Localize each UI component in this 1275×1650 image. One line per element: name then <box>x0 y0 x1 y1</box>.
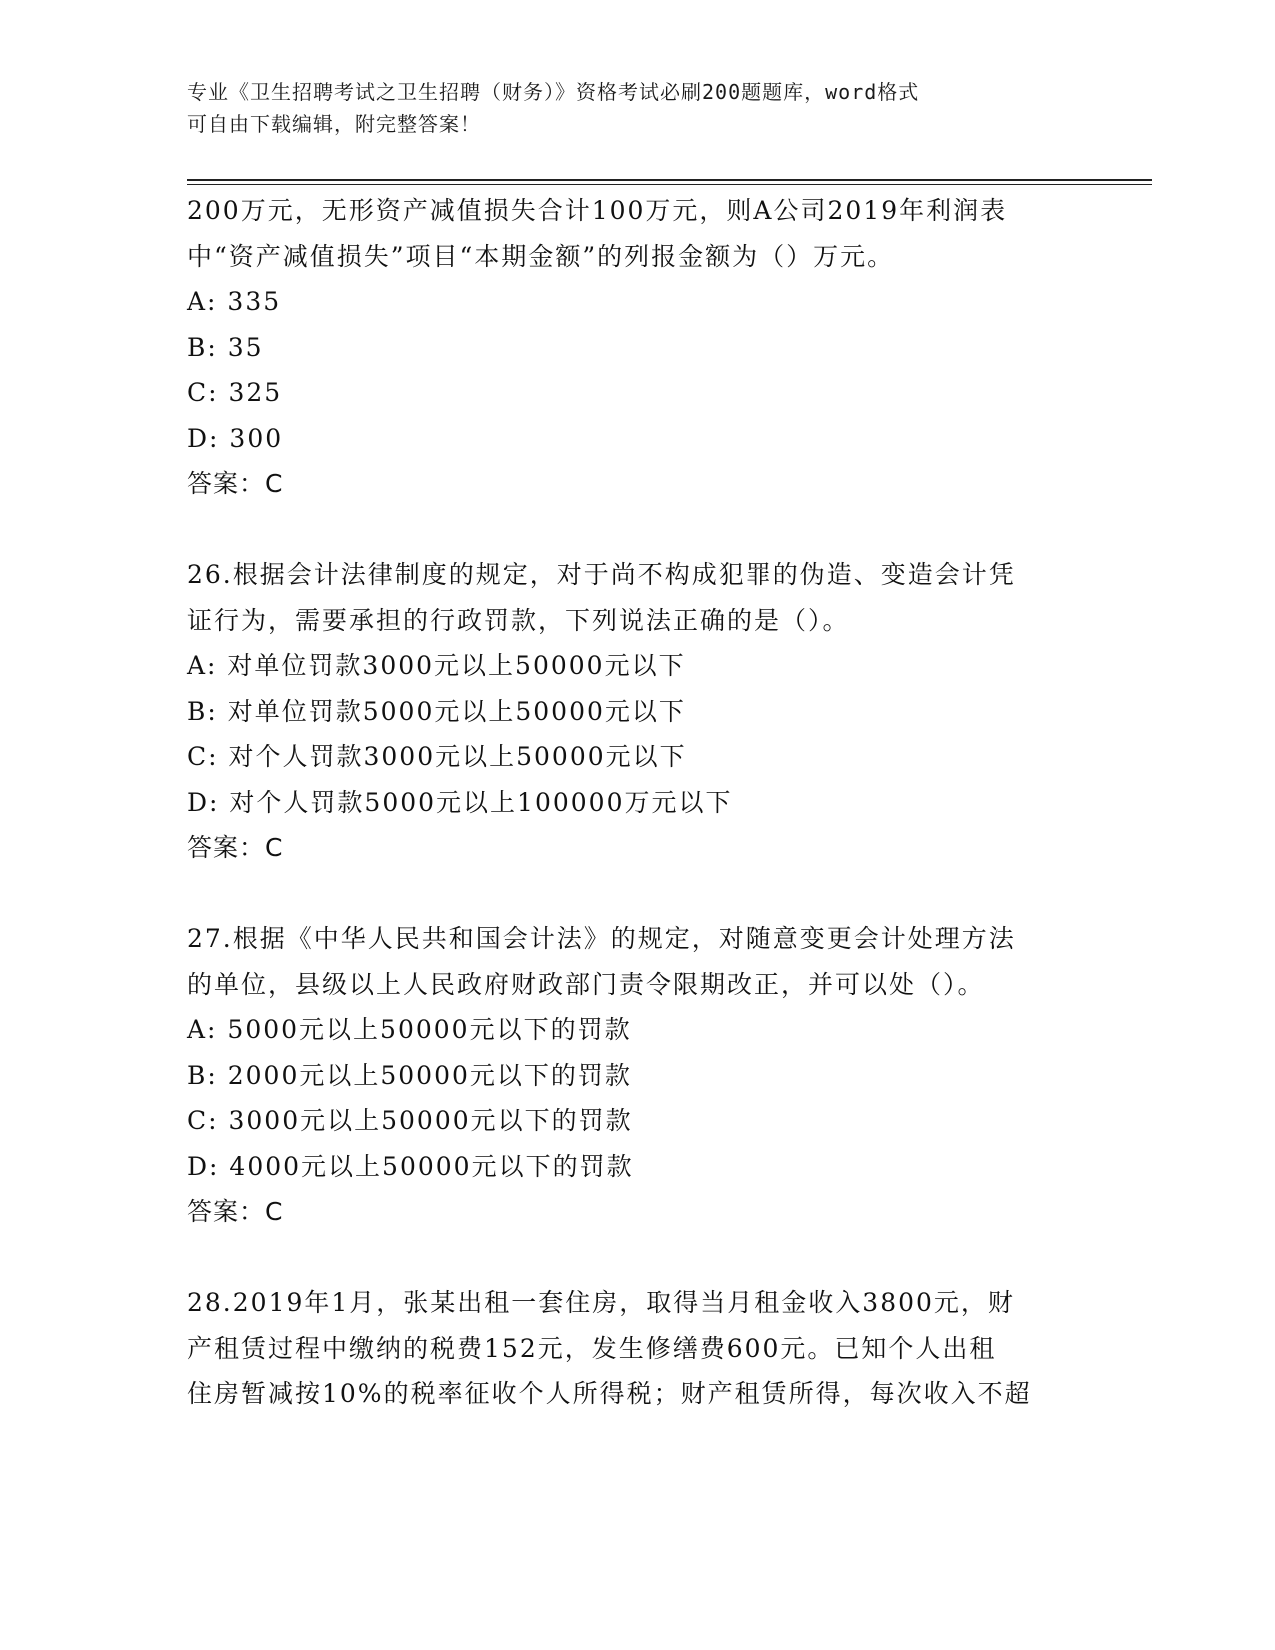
question-spacer <box>187 507 1087 553</box>
question-27 <box>187 916 1087 1235</box>
question-text-line: 26.根据会计法律制度的规定，对于尚不构成犯罪的伪造、变造会计凭 <box>187 560 1016 589</box>
option-b: B: 对单位罚款5000元以上50000元以下 <box>187 696 686 726</box>
answer-line: 答案：C <box>187 1197 284 1226</box>
answer-line: 答案：C <box>187 469 284 498</box>
question-26 <box>187 552 1087 871</box>
question-text-line: 证行为，需要承担的行政罚款，下列说法正确的是（）。 <box>187 605 850 635</box>
question-text-line: 28.2019年1月，张某出租一套住房，取得当月租金收入3800元，财 <box>187 1288 1015 1317</box>
question-list <box>187 188 1087 1417</box>
question-text-line: 的单位，县级以上人民政府财政部门责令限期改正，并可以处（）。 <box>187 969 985 999</box>
question-spacer <box>187 871 1087 917</box>
option-c: C: 对个人罚款3000元以上50000元以下 <box>187 742 687 771</box>
question-28 <box>187 1280 1087 1417</box>
header-title-line-2: 可自由下载编辑，附完整答案！ <box>187 112 481 136</box>
answer-line: 答案：C <box>187 833 284 862</box>
option-a: A: 对单位罚款3000元以上50000元以下 <box>187 651 686 680</box>
option-c: C: 3000元以上50000元以下的罚款 <box>187 1106 633 1135</box>
option-d: D: 对个人罚款5000元以上100000万元以下 <box>187 787 733 817</box>
option-c: C: 325 <box>187 378 283 407</box>
header-divider-thin <box>187 184 1152 185</box>
question-spacer <box>187 1235 1087 1281</box>
header-title-line-1: 专业《卫生招聘考试之卫生招聘（财务）》资格考试必刷200题题库，word格式 <box>187 80 920 104</box>
question-text-line: 产租赁过程中缴纳的税费152元，发生修缮费600元。已知个人出租 <box>187 1333 997 1363</box>
document-header <box>187 76 1067 140</box>
option-a: A: 5000元以上50000元以下的罚款 <box>187 1015 632 1044</box>
question-text-line: 住房暂减按10%的税率征收个人所得税；财产租赁所得，每次收入不超 <box>187 1379 1032 1408</box>
header-divider-thick <box>187 179 1152 181</box>
option-d: D: 300 <box>187 423 284 453</box>
question-text-line: 中“资产减值损失”项目“本期金额”的列报金额为（）万元。 <box>187 241 895 271</box>
question-text-line: 200万元，无形资产减值损失合计100万元，则A公司2019年利润表 <box>187 196 1008 225</box>
option-d: D: 4000元以上50000元以下的罚款 <box>187 1151 634 1181</box>
question-25 <box>187 188 1087 507</box>
question-text-line: 27.根据《中华人民共和国会计法》的规定，对随意变更会计处理方法 <box>187 924 1016 953</box>
option-b: B: 2000元以上50000元以下的罚款 <box>187 1060 632 1090</box>
option-a: A: 335 <box>187 287 282 316</box>
option-b: B: 35 <box>187 332 264 362</box>
